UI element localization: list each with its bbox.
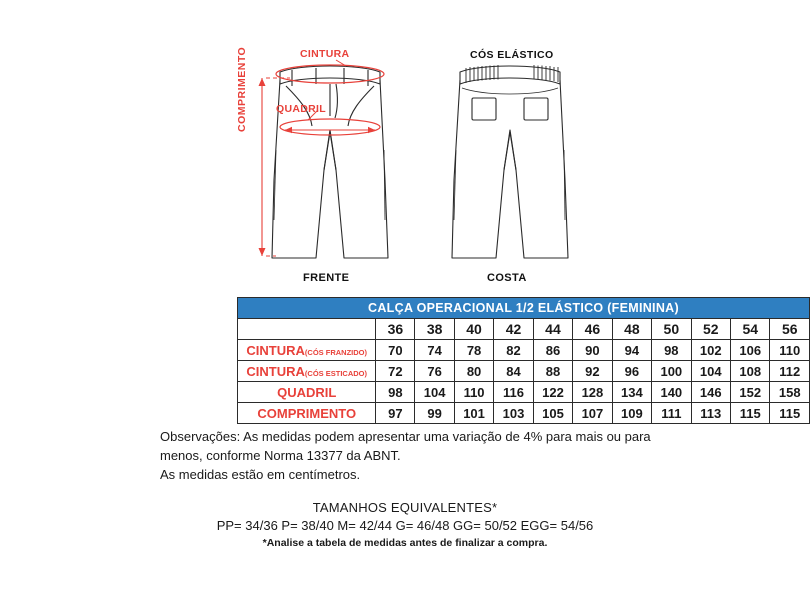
pants-illustration: [0, 0, 810, 290]
row-label-text: CINTURA: [246, 342, 305, 358]
size-header-40: 40: [454, 319, 493, 340]
cell: 140: [652, 382, 691, 403]
cell: 102: [691, 340, 730, 361]
label-cos-elastico: CÓS ELÁSTICO: [470, 49, 554, 61]
cell: 110: [770, 340, 810, 361]
cell: 107: [573, 403, 612, 424]
table-row: [238, 340, 810, 361]
cell: 90: [573, 340, 612, 361]
cell: 122: [533, 382, 572, 403]
cell: 103: [494, 403, 533, 424]
equivalent-sizes-footnote: *Analise a tabela de medidas antes de finalizar a compra.: [262, 537, 548, 549]
size-header-52: 52: [691, 319, 730, 340]
label-cintura: CINTURA: [300, 48, 350, 60]
size-header-42: 42: [494, 319, 533, 340]
label-frente: FRENTE: [303, 272, 350, 284]
cell: 94: [612, 340, 651, 361]
cell: 100: [652, 361, 691, 382]
observations: [160, 428, 680, 485]
size-header-46: 46: [573, 319, 612, 340]
equivalent-sizes: [0, 500, 810, 549]
cell: 96: [612, 361, 651, 382]
size-header-54: 54: [731, 319, 770, 340]
cell: 111: [652, 403, 691, 424]
cell: 98: [652, 340, 691, 361]
size-header-56: 56: [770, 319, 810, 340]
observations-line-2: As medidas estão em centímetros.: [160, 466, 361, 482]
cell: 108: [731, 361, 770, 382]
row-label-cintura-esticado: [238, 361, 376, 382]
cell: 101: [454, 403, 493, 424]
label-comprimento: COMPRIMENTO: [236, 46, 248, 132]
cell: 86: [533, 340, 572, 361]
cell: 97: [376, 403, 415, 424]
table-title-row: [238, 298, 810, 319]
cell: 115: [731, 403, 770, 424]
label-quadril: QUADRIL: [276, 103, 326, 115]
size-header-36: 36: [376, 319, 415, 340]
cell: 74: [415, 340, 454, 361]
table-title: CALÇA OPERACIONAL 1/2 ELÁSTICO (FEMININA): [238, 298, 810, 319]
table-row: [238, 382, 810, 403]
size-header-50: 50: [652, 319, 691, 340]
observations-line-1: Observações: As medidas podem apresentar uma variação de 4% para mais ou para menos, conforme Norma 13377 da ABNT.: [160, 429, 651, 463]
measurements-table: [237, 297, 810, 424]
cell: 134: [612, 382, 651, 403]
pants-drawing: [0, 0, 810, 290]
cell: 115: [770, 403, 810, 424]
table-row: [238, 361, 810, 382]
cell: 109: [612, 403, 651, 424]
size-header-corner: [238, 319, 376, 340]
cell: 72: [376, 361, 415, 382]
cell: 99: [415, 403, 454, 424]
cell: 76: [415, 361, 454, 382]
cell: 146: [691, 382, 730, 403]
table-row: [238, 403, 810, 424]
cell: 106: [731, 340, 770, 361]
cell: 116: [494, 382, 533, 403]
cell: 152: [731, 382, 770, 403]
cell: 88: [533, 361, 572, 382]
size-header-48: 48: [612, 319, 651, 340]
size-header-44: 44: [533, 319, 572, 340]
cell: 105: [533, 403, 572, 424]
measurements-table-wrap: [237, 297, 810, 424]
size-header-38: 38: [415, 319, 454, 340]
row-label-text: COMPRIMENTO: [257, 405, 357, 421]
cell: 158: [770, 382, 810, 403]
row-label-cintura-franzido: [238, 340, 376, 361]
table-size-header-row: [238, 319, 810, 340]
row-label-comprimento: [238, 403, 376, 424]
cell: 84: [494, 361, 533, 382]
label-costa: COSTA: [487, 272, 527, 284]
cell: 112: [770, 361, 810, 382]
row-label-text: QUADRIL: [277, 384, 337, 400]
cell: 80: [454, 361, 493, 382]
row-label-quadril: [238, 382, 376, 403]
equivalent-sizes-line: PP= 34/36 P= 38/40 M= 42/44 G= 46/48 GG= 50/52 EGG= 54/56: [216, 518, 594, 533]
cell: 70: [376, 340, 415, 361]
cell: 82: [494, 340, 533, 361]
row-sublabel-text: (CÓS ESTICADO): [304, 368, 368, 378]
cell: 113: [691, 403, 730, 424]
cell: 104: [691, 361, 730, 382]
cell: 78: [454, 340, 493, 361]
cell: 98: [376, 382, 415, 403]
cell: 110: [454, 382, 493, 403]
row-label-text: CINTURA: [246, 363, 305, 379]
row-sublabel-text: (CÓS FRANZIDO): [304, 347, 367, 357]
cell: 92: [573, 361, 612, 382]
cell: 104: [415, 382, 454, 403]
equivalent-sizes-title: TAMANHOS EQUIVALENTES*: [312, 500, 498, 515]
cell: 128: [573, 382, 612, 403]
